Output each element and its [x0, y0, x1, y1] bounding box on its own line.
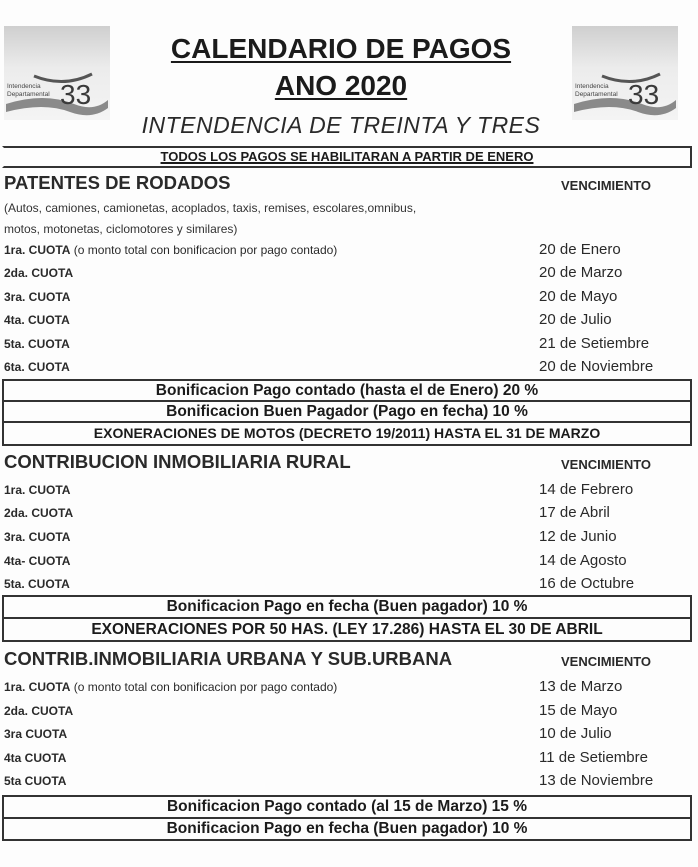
discount-box: Bonificacion Pago en fecha (Buen pagador) 10 % [2, 817, 692, 841]
installment-label: 2da. CUOTA [4, 266, 74, 280]
installment-date: 20 de Mayo [539, 288, 618, 305]
page-subtitle: INTENDENCIA DE TREINTA Y TRES [141, 112, 541, 138]
installment-date: 16 de Octubre [539, 575, 635, 592]
exoneration-box: EXONERACIONES POR 50 HAS. (LEY 17.286) HASTA EL 30 DE ABRIL [2, 617, 692, 642]
installment-date: 12 de Junio [539, 528, 617, 545]
installment-label: 2da. CUOTA [4, 704, 74, 718]
discount-box: Bonificacion Buen Pagador (Pago en fecha) 10 % [2, 400, 692, 423]
installment-date: 20 de Noviembre [539, 358, 654, 375]
installment-label: 3ra. CUOTA [4, 530, 71, 544]
installment-label: 3ra. CUOTA [4, 290, 71, 304]
installment-label: 2da. CUOTA [4, 506, 74, 520]
installment-date: 20 de Marzo [539, 264, 623, 281]
due-header: VENCIMIENTO [561, 654, 652, 669]
installment-date: 21 de Setiembre [539, 335, 650, 352]
svg-text:Intendencia: Intendencia [7, 83, 41, 90]
installment-date: 11 de Setiembre [539, 749, 648, 766]
intendencia-logo-left [4, 26, 110, 120]
installment-date: 20 de Julio [539, 311, 612, 328]
installment-date: 13 de Marzo [539, 678, 623, 695]
installment-label: 1ra. CUOTA [4, 483, 71, 497]
installment-date: 13 de Noviembre [539, 772, 654, 789]
installment-label: 1ra. CUOTA (o monto total con bonificacion por pago contado) [4, 680, 338, 694]
notice-banner: TODOS LOS PAGOS SE HABILITARAN A PARTIR DE ENERO [2, 146, 692, 168]
due-header: VENCIMIENTO [561, 178, 652, 193]
installment-label: 5ta. CUOTA [4, 337, 70, 351]
intendencia-logo-right [572, 26, 678, 120]
installment-label: 1ra. CUOTA (o monto total con bonificacion por pago contado) [4, 243, 338, 257]
exoneration-box: EXONERACIONES DE MOTOS (DECRETO 19/2011) HASTA EL 31 DE MARZO [2, 421, 692, 446]
installment-label: 5ta CUOTA [4, 774, 67, 788]
installment-label: 5ta. CUOTA [4, 577, 70, 591]
installment-date: 17 de Abril [539, 504, 610, 521]
discount-box: Bonificacion Pago contado (al 15 de Marzo) 15 % [2, 795, 692, 819]
installment-label: 4ta. CUOTA [4, 313, 70, 327]
svg-text:33: 33 [60, 79, 92, 110]
section-title-urbana: CONTRIB.INMOBILIARIA URBANA Y SUB.URBANA [4, 648, 453, 669]
installment-date: 14 de Febrero [539, 481, 634, 498]
discount-box: Bonificacion Pago en fecha (Buen pagador) 10 % [2, 595, 692, 619]
svg-text:Departamental: Departamental [7, 91, 50, 98]
section-title-patentes: PATENTES DE RODADOS [4, 172, 231, 193]
installment-date: 20 de Enero [539, 241, 621, 258]
wave-logo-icon [4, 26, 110, 120]
section-description: (Autos, camiones, camionetas, acoplados, taxis, remises, escolares,omnibus, motos, motonetas, ciclomotores y similares) [4, 201, 417, 236]
installment-label: 6ta. CUOTA [4, 360, 70, 374]
svg-text:Intendencia: Intendencia [575, 83, 609, 90]
due-header: VENCIMIENTO [561, 457, 652, 472]
svg-text:Departamental: Departamental [575, 91, 618, 98]
wave-logo-icon [572, 26, 678, 120]
page-year: ANO 2020 [274, 70, 408, 101]
page-title: CALENDARIO DE PAGOS [170, 33, 512, 64]
installment-date: 10 de Julio [539, 725, 612, 742]
discount-box: Bonificacion Pago contado (hasta el de Enero) 20 % [2, 379, 692, 402]
installment-date: 14 de Agosto [539, 552, 627, 569]
installment-date: 15 de Mayo [539, 702, 618, 719]
installment-label: 4ta CUOTA [4, 751, 67, 765]
installment-label: 3ra CUOTA [4, 727, 68, 741]
svg-text:33: 33 [628, 79, 660, 110]
section-title-rural: CONTRIBUCION INMOBILIARIA RURAL [4, 451, 351, 472]
installment-label: 4ta- CUOTA [4, 554, 71, 568]
